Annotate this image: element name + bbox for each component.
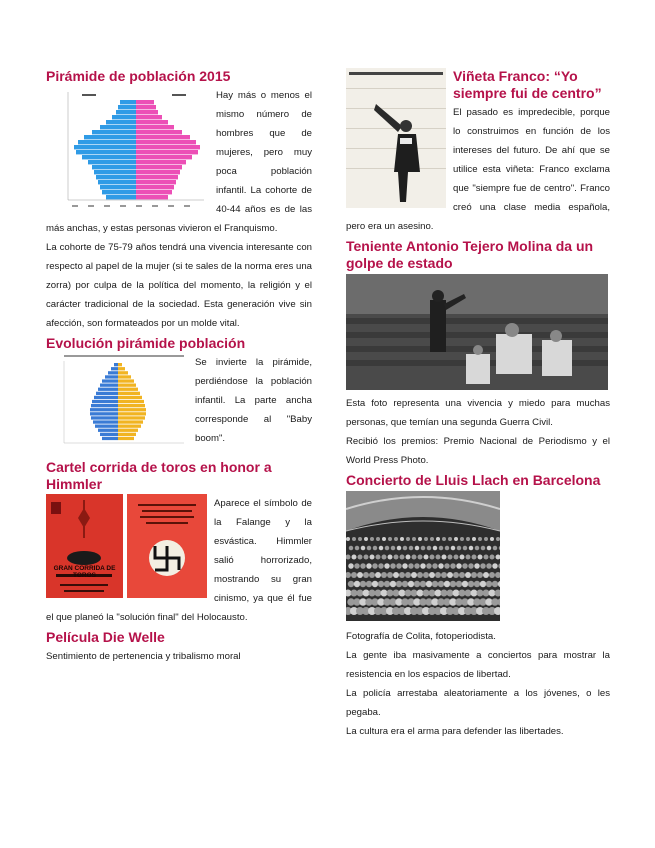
section-text: Fotografía de Colita, fotoperiodista.: [346, 631, 496, 642]
section-text: Sentimiento de pertenencia y tribalismo moral: [46, 651, 241, 662]
section-title: Evolución pirámide población: [46, 335, 246, 351]
section-title: Pirámide de población 2015: [46, 68, 231, 84]
section-text: Esta foto representa una vivencia y miedo para muchas personas, que temían una segunda Guerra Civil.: [346, 398, 610, 428]
section-text-2: Recibió los premios: Premio Nacional de Periodismo y el World Press Photo.: [346, 436, 610, 466]
section-text: Hay más o menos el mismo número de hombres que de mujeres, pero muy poca población infantil. La cohorte de 40-44 años es de las más anchas, y estas personas vivieron el Franquismo.: [46, 90, 312, 234]
section-title: Concierto de Lluis Llach en Barcelona: [346, 472, 601, 488]
section-text-2: La gente iba masivamente a conciertos para mostrar la resistencia en los espacios de libertad.: [346, 650, 610, 680]
section-cartel-toros: [46, 459, 312, 627]
bullfight-posters-image: [46, 494, 207, 598]
section-title: Cartel corrida de toros en honor a Himmler: [46, 459, 272, 492]
section-text: El pasado es impredecible, porque lo construimos en función de los intereses del futuro. De ahí que se utilice esta viñeta: Franco exclama que "siempre fue de centro". Franco creó una clase media española, pero era un asesino.: [346, 107, 610, 232]
section-text-3: La policía arrestaba aleatoriamente a los jóvenes, o les pegaba.: [346, 688, 610, 718]
section-text-2: La cohorte de 75-79 años tendrá una vivencia interesante con respecto al papel de la mujer (si te sales de la norma eres una zorra) por culpa de la política del momento, la religión y el carácter tradicional de la sociedad. Esta generación vive sin afección, son formateados por un molde vital.: [46, 242, 312, 329]
section-evolucion: [46, 335, 312, 455]
section-lluis-llach: [346, 472, 610, 741]
tejero-coup-photo: [346, 274, 608, 390]
population-evolution-image: [46, 353, 188, 453]
section-text: Se invierte la pirámide, perdiéndose la población infantil. La parte ancha corresponde al "Baby boom".: [195, 357, 312, 444]
left-column: [46, 68, 312, 668]
section-piramide-2015: [46, 68, 312, 333]
section-text-4: La cultura era el arma para defender las libertades.: [346, 726, 564, 737]
section-title: Viñeta Franco: “Yo siempre fui de centro”: [453, 68, 602, 101]
concert-crowd-photo: [346, 491, 500, 621]
poster-headline: GRAN CORRIDA DE TOROS: [53, 565, 116, 579]
population-pyramid-2015-image: [46, 86, 209, 214]
section-vineta-franco: [346, 68, 610, 236]
section-die-welle: [46, 629, 312, 666]
franco-cartoon-image: [346, 68, 446, 208]
right-column: [346, 68, 610, 743]
section-title: Película Die Welle: [46, 629, 165, 645]
section-text: Aparece el símbolo de la Falange y la esvástica. Himmler salió horrorizado, mostrando su gran cinismo, ya que él fue el que planeó la "solución final" del Holocausto.: [46, 498, 312, 623]
section-title: Teniente Antonio Tejero Molina da un golpe de estado: [346, 238, 594, 271]
section-tejero: [346, 238, 610, 470]
